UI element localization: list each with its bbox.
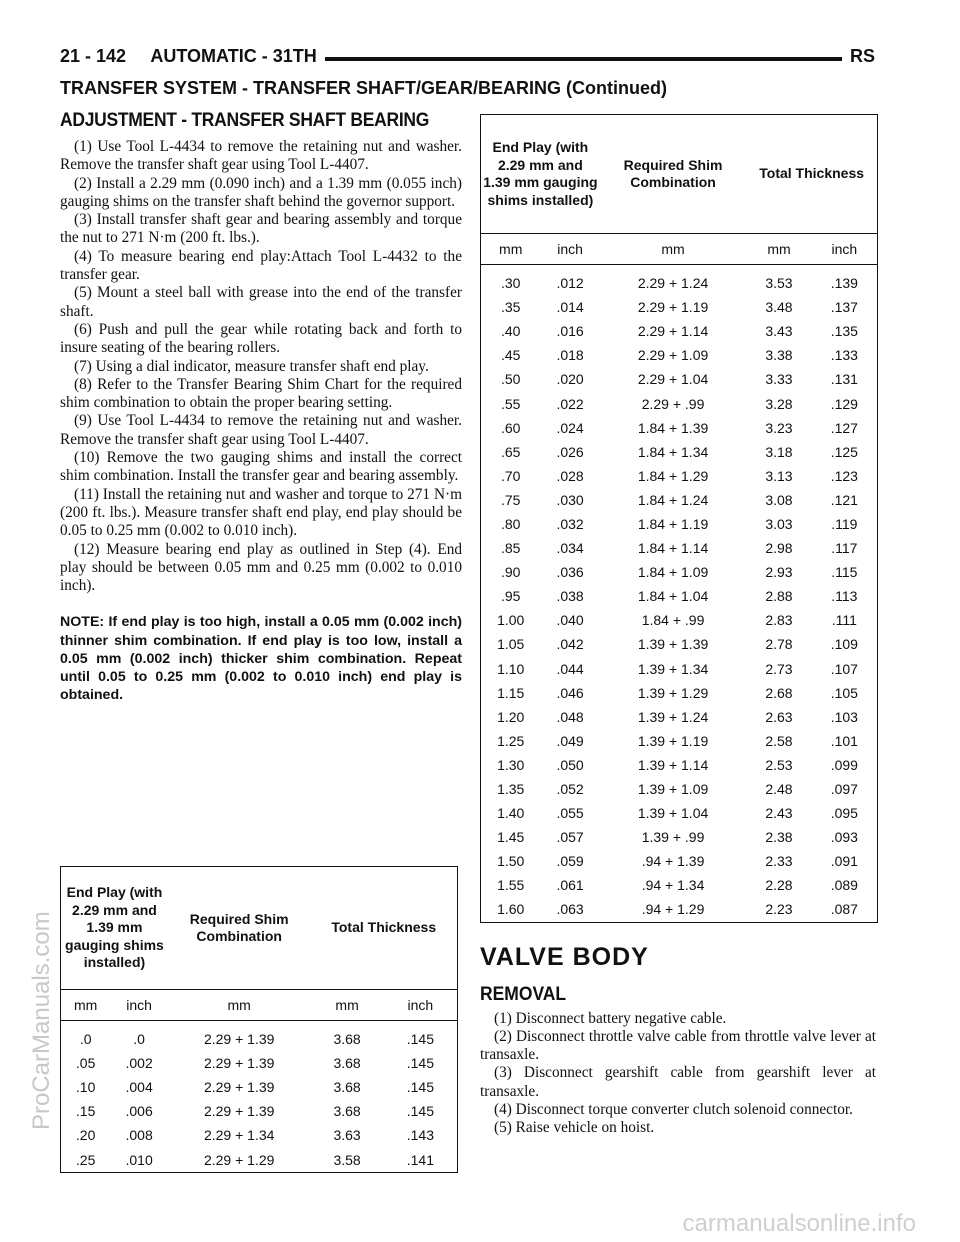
table-row xyxy=(481,657,877,681)
table-cell: 2.73 xyxy=(765,660,793,677)
table-row xyxy=(481,632,877,656)
table-cell: 2.23 xyxy=(765,901,793,918)
table-row xyxy=(61,1075,457,1099)
step: (5) Raise vehicle on hoist. xyxy=(494,1119,655,1137)
table-cell: .038 xyxy=(556,588,584,605)
table-cell: 2.29 + 1.39 xyxy=(203,1055,275,1072)
table-cell: 1.84 + 1.14 xyxy=(637,540,709,557)
step: (10) Remove the two gauging shims and install the correct shim combination. Install the transfer gear and bearing assembly. xyxy=(60,449,462,485)
table-cell: .0 xyxy=(133,1031,145,1048)
table-cell: 1.25 xyxy=(497,732,525,749)
unit-label: inch xyxy=(384,990,457,1021)
table-cell: 2.29 + 1.34 xyxy=(203,1127,275,1144)
table-cell: .115 xyxy=(831,564,858,581)
table-row xyxy=(481,512,877,536)
table-cell: .006 xyxy=(125,1103,153,1120)
table-row xyxy=(61,1021,457,1052)
table-cell: 1.05 xyxy=(497,636,525,653)
table-cell: 1.55 xyxy=(497,877,525,894)
table-cell: 1.84 + .99 xyxy=(641,612,705,629)
table-row xyxy=(481,319,877,343)
step: (2) Install a 2.29 mm (0.090 inch) and a 1.39 mm (0.055 inch) gauging shims on the transfer shaft behind the governor support. xyxy=(60,174,462,210)
removal-heading: REMOVAL xyxy=(480,983,567,1005)
table-cell: .048 xyxy=(556,708,584,725)
table-row xyxy=(481,681,877,705)
table-cell: 3.43 xyxy=(765,323,793,340)
header-end-play: End Play (with 2.29 mm and 1.39 mm gauging shims installed) xyxy=(65,884,164,971)
unit-label: mm xyxy=(600,234,747,265)
table-cell: 2.29 + 1.19 xyxy=(637,299,709,316)
table-cell: .121 xyxy=(830,491,858,508)
table-cell: .004 xyxy=(125,1079,153,1096)
table-cell: .94 + 1.39 xyxy=(641,853,705,870)
header-total-thickness: Total Thickness xyxy=(331,919,437,936)
table-cell: .65 xyxy=(500,443,521,460)
table-cell: .90 xyxy=(500,564,521,581)
table-cell: .141 xyxy=(406,1151,434,1168)
table-cell: 1.39 + 1.04 xyxy=(637,805,709,822)
table-cell: 3.68 xyxy=(333,1031,361,1048)
table-cell: 2.58 xyxy=(765,732,793,749)
table-row xyxy=(481,391,877,415)
unit-label: inch xyxy=(540,234,599,265)
table-cell: .105 xyxy=(830,684,858,701)
table-cell: 2.29 + 1.09 xyxy=(637,347,709,364)
table-cell: 3.33 xyxy=(765,371,793,388)
step: (8) Refer to the Transfer Bearing Shim Chart for the required shim combination to obtain the proper bearing setting. xyxy=(60,375,462,412)
table-cell: 1.84 + 1.19 xyxy=(637,515,709,532)
adjustment-heading: ADJUSTMENT - TRANSFER SHAFT BEARING xyxy=(60,110,430,131)
right-column xyxy=(480,114,876,1138)
table-cell: 3.13 xyxy=(765,467,793,484)
table-cell: 2.29 + .99 xyxy=(641,395,705,412)
table-cell: .25 xyxy=(75,1151,96,1168)
table-cell: .026 xyxy=(556,443,584,460)
table-cell: .020 xyxy=(556,371,584,388)
table-cell: 3.08 xyxy=(765,491,793,508)
removal-steps xyxy=(480,1010,876,1138)
table-row xyxy=(481,295,877,319)
table-row xyxy=(481,488,877,512)
table-cell: 1.84 + 1.39 xyxy=(637,419,709,436)
table-cell: .057 xyxy=(556,829,584,846)
table-cell: 3.68 xyxy=(333,1055,361,1072)
step: (7) Using a dial indicator, measure transfer shaft end play. xyxy=(74,357,429,375)
table-cell: .113 xyxy=(831,588,858,605)
table-cell: 1.39 + 1.34 xyxy=(637,660,709,677)
table-row xyxy=(481,367,877,391)
table-cell: 2.29 + 1.14 xyxy=(637,323,709,340)
unit-label: mm xyxy=(481,234,540,265)
table-cell: 2.28 xyxy=(765,877,793,894)
table-cell: 2.53 xyxy=(765,756,793,773)
unit-label: mm xyxy=(61,990,110,1021)
table-cell: .20 xyxy=(75,1127,96,1144)
table-cell: 1.39 + 1.09 xyxy=(637,781,709,798)
table-cell: 2.38 xyxy=(765,829,793,846)
table-cell: 3.53 xyxy=(765,275,793,292)
table-cell: 2.88 xyxy=(765,588,793,605)
table-cell: 2.83 xyxy=(765,612,793,629)
table-row xyxy=(481,753,877,777)
table-cell: 3.23 xyxy=(765,419,793,436)
table-cell: .044 xyxy=(556,660,584,677)
table-cell: 1.00 xyxy=(497,612,525,629)
table-row xyxy=(481,265,877,296)
table-row xyxy=(61,1099,457,1123)
header-total-thickness: Total Thickness xyxy=(759,165,865,182)
table-cell: 2.43 xyxy=(765,805,793,822)
table-cell: .0 xyxy=(79,1031,92,1048)
table-cell: 2.68 xyxy=(765,684,793,701)
table-cell: .063 xyxy=(556,901,584,918)
table-cell: 1.40 xyxy=(497,805,525,822)
table-cell: .101 xyxy=(830,732,858,749)
table-cell: .055 xyxy=(556,805,584,822)
table-cell: .45 xyxy=(500,347,521,364)
table-cell: .131 xyxy=(830,371,858,388)
table-row xyxy=(481,584,877,608)
left-column xyxy=(60,110,462,704)
adjustment-steps xyxy=(60,138,462,595)
table-cell: .40 xyxy=(500,323,521,340)
table-cell: 1.39 + 1.24 xyxy=(637,708,709,725)
step: (9) Use Tool L-4434 to remove the retaining nut and washer. Remove the transfer shaft gear using Tool L-4407. xyxy=(60,412,462,448)
step: (4) To measure bearing end play:Attach Tool L-4432 to the transfer gear. xyxy=(60,247,462,284)
table-row xyxy=(481,849,877,873)
table-cell: .119 xyxy=(831,515,858,532)
table-cell: .123 xyxy=(830,467,858,484)
table-cell: 3.68 xyxy=(333,1103,361,1120)
table-cell: .80 xyxy=(500,515,521,532)
table-cell: 1.39 + 1.29 xyxy=(637,684,709,701)
table-row xyxy=(481,897,877,921)
table-cell: .94 + 1.34 xyxy=(641,877,705,894)
table-cell: .103 xyxy=(830,708,858,725)
table-cell: .127 xyxy=(830,419,858,436)
table-cell: .061 xyxy=(556,877,584,894)
table-cell: .010 xyxy=(125,1151,153,1168)
header-code: RS xyxy=(842,46,875,67)
table-cell: .60 xyxy=(500,419,521,436)
table-cell: .129 xyxy=(830,395,858,412)
table-cell: .095 xyxy=(830,805,858,822)
table-cell: .05 xyxy=(75,1055,96,1072)
header-page-number: 21 - 142 AUTOMATIC - 31TH xyxy=(60,46,325,67)
table-cell: 2.29 + 1.39 xyxy=(203,1031,275,1048)
table-row xyxy=(481,777,877,801)
table-cell: .85 xyxy=(500,540,521,557)
valve-body-heading: VALVE BODY xyxy=(480,942,649,971)
table-row xyxy=(481,801,877,825)
table-cell: 1.50 xyxy=(497,853,525,870)
table-cell: .087 xyxy=(830,901,858,918)
table-cell: .133 xyxy=(830,347,858,364)
table-cell: 1.84 + 1.34 xyxy=(637,443,709,460)
table-cell: 3.38 xyxy=(765,347,793,364)
table-cell: .034 xyxy=(556,540,584,557)
table-cell: .089 xyxy=(830,877,858,894)
table-cell: .55 xyxy=(500,395,521,412)
table-cell: 1.39 + .99 xyxy=(641,829,705,846)
table-cell: 2.29 + 1.24 xyxy=(637,275,709,292)
table-cell: .35 xyxy=(500,299,521,316)
table-cell: .040 xyxy=(556,612,584,629)
step: (1) Disconnect battery negative cable. xyxy=(494,1009,727,1027)
table-cell: 2.98 xyxy=(765,540,793,557)
table-cell: 2.29 + 1.39 xyxy=(203,1079,275,1096)
table-cell: .15 xyxy=(75,1103,96,1120)
table-cell: .050 xyxy=(556,756,584,773)
table-cell: .70 xyxy=(500,467,521,484)
table-cell: .046 xyxy=(556,684,584,701)
table-cell: .049 xyxy=(556,732,584,749)
table-cell: 1.20 xyxy=(497,708,525,725)
section-title: TRANSFER SYSTEM - TRANSFER SHAFT/GEAR/BEARING (Continued) xyxy=(60,78,667,98)
step: (6) Push and pull the gear while rotating back and forth to insure seating of the bearing rollers. xyxy=(60,320,462,357)
table-cell: .109 xyxy=(830,636,858,653)
shim-table-right xyxy=(480,114,878,923)
step: (12) Measure bearing end play as outlined in Step (4). End play should be between 0.05 mm and 0.25 mm (0.002 to 0.010 inch). xyxy=(60,540,462,595)
table-cell: 2.29 + 1.04 xyxy=(637,371,709,388)
unit-label: mm xyxy=(746,234,811,265)
table-cell: .014 xyxy=(556,299,584,316)
table-cell: .091 xyxy=(830,853,858,870)
header-required-shim: Required Shim Combination xyxy=(623,156,723,190)
shim-table-left xyxy=(60,866,458,1173)
table-cell: 1.84 + 1.29 xyxy=(637,467,709,484)
table-cell: 2.78 xyxy=(765,636,793,653)
side-watermark: ProCarManuals.com xyxy=(28,911,55,1130)
table-cell: 1.84 + 1.09 xyxy=(637,564,709,581)
table-cell: .099 xyxy=(830,756,858,773)
table-cell: .030 xyxy=(556,491,584,508)
table-row xyxy=(481,873,877,897)
table-cell: 1.35 xyxy=(497,781,525,798)
step: (11) Install the retaining nut and washer and torque to 271 N·m (200 ft. lbs.). Measure transfer shaft end play, end play should be 0.05 to 0.25 mm (0.002 to 0.010 inch). xyxy=(60,485,462,540)
unit-label: mm xyxy=(168,990,311,1021)
table-cell: .024 xyxy=(556,419,584,436)
table-cell: .018 xyxy=(556,347,584,364)
table-cell: 1.15 xyxy=(497,684,525,701)
table-cell: 1.84 + 1.04 xyxy=(637,588,709,605)
table-cell: .145 xyxy=(406,1055,434,1072)
step: (3) Disconnect gearshift cable from gearshift lever at transaxle. xyxy=(480,1064,876,1100)
step: (3) Install transfer shaft gear and bearing assembly and torque the nut to 271 N·m (200 ft. lbs.). xyxy=(60,211,462,247)
table-cell: 3.63 xyxy=(333,1127,361,1144)
table-cell: .125 xyxy=(830,443,858,460)
table-cell: 2.29 + 1.39 xyxy=(203,1103,275,1120)
table-cell: 2.29 + 1.29 xyxy=(203,1151,275,1168)
table-row xyxy=(481,729,877,753)
table-cell: 3.68 xyxy=(333,1079,361,1096)
table-cell: .059 xyxy=(556,853,584,870)
table-cell: 3.18 xyxy=(765,443,793,460)
table-cell: .145 xyxy=(406,1031,434,1048)
footer-watermark: carmanualsonline.info xyxy=(682,1210,916,1237)
table-cell: .008 xyxy=(125,1127,153,1144)
table-cell: .10 xyxy=(75,1079,96,1096)
table-cell: .028 xyxy=(556,467,584,484)
table-cell: .012 xyxy=(556,275,584,292)
table-cell: .145 xyxy=(406,1103,434,1120)
table-cell: 2.63 xyxy=(765,708,793,725)
table-cell: .052 xyxy=(556,781,584,798)
table-cell: .032 xyxy=(556,515,584,532)
note: NOTE: If end play is too high, install a 0.05 mm (0.002 inch) thinner shim combination. If end play is too low, install a 0.05 mm (0.002 inch) thicker shim combination. Repeat until 0.05 to 0.25 mm (0.002 to 0.010 inch) end play is obtained. xyxy=(60,614,462,704)
table-cell: .097 xyxy=(830,781,858,798)
table-row xyxy=(481,536,877,560)
header-end-play: End Play (with 2.29 mm and 1.39 mm gauging shims installed) xyxy=(483,139,598,208)
table-cell: 1.60 xyxy=(497,901,525,918)
table-body xyxy=(61,1021,457,1172)
table-cell: .002 xyxy=(125,1055,153,1072)
unit-label: mm xyxy=(310,990,383,1021)
page-header xyxy=(60,46,875,72)
table-row xyxy=(481,560,877,584)
table-cell: 3.58 xyxy=(333,1151,361,1168)
table-cell: .036 xyxy=(556,564,584,581)
table-cell: .145 xyxy=(406,1079,434,1096)
table-row xyxy=(61,1051,457,1075)
step: (5) Mount a steel ball with grease into the end of the transfer shaft. xyxy=(60,284,462,320)
table-cell: 1.39 + 1.39 xyxy=(637,636,709,653)
table-cell: 2.48 xyxy=(765,781,793,798)
table-cell: .137 xyxy=(830,299,858,316)
table-cell: 1.84 + 1.24 xyxy=(637,491,709,508)
table-cell: 2.33 xyxy=(765,853,793,870)
table-cell: .117 xyxy=(831,540,858,557)
shim-table xyxy=(481,115,877,922)
table-cell: .093 xyxy=(830,829,858,846)
table-cell: .95 xyxy=(500,588,521,605)
table-cell: .022 xyxy=(556,395,584,412)
step: (2) Disconnect throttle valve cable from throttle valve lever at transaxle. xyxy=(480,1027,876,1064)
table-body xyxy=(481,265,877,922)
table-row xyxy=(61,1123,457,1147)
table-row xyxy=(481,464,877,488)
table-cell: 1.39 + 1.19 xyxy=(637,732,709,749)
table-cell: .75 xyxy=(500,491,521,508)
table-cell: 2.93 xyxy=(765,564,793,581)
table-row xyxy=(481,416,877,440)
table-cell: 3.48 xyxy=(765,299,793,316)
table-cell: 3.03 xyxy=(765,515,793,532)
shim-table xyxy=(61,867,457,1172)
table-cell: 3.28 xyxy=(765,395,793,412)
table-cell: .107 xyxy=(830,660,858,677)
table-cell: .50 xyxy=(500,371,521,388)
table-row xyxy=(481,705,877,729)
table-cell: .30 xyxy=(500,275,521,292)
step: (4) Disconnect torque converter clutch solenoid connector. xyxy=(494,1101,853,1119)
table-row xyxy=(481,440,877,464)
table-cell: .135 xyxy=(830,323,858,340)
header-required-shim: Required Shim Combination xyxy=(189,910,289,944)
table-row xyxy=(481,343,877,367)
table-cell: .016 xyxy=(556,323,584,340)
table-cell: 1.10 xyxy=(497,660,525,677)
table-row xyxy=(61,1147,457,1171)
table-cell: .143 xyxy=(406,1127,434,1144)
table-cell: 1.30 xyxy=(497,756,525,773)
table-row xyxy=(481,825,877,849)
table-cell: .111 xyxy=(831,612,857,629)
unit-label: inch xyxy=(110,990,168,1021)
table-cell: .139 xyxy=(830,275,858,292)
table-cell: .94 + 1.29 xyxy=(641,901,705,918)
unit-label: inch xyxy=(812,234,877,265)
table-cell: 1.39 + 1.14 xyxy=(637,756,709,773)
step: (1) Use Tool L-4434 to remove the retaining nut and washer. Remove the transfer shaft gear using Tool L-4407. xyxy=(60,138,462,174)
table-row xyxy=(481,608,877,632)
table-cell: 1.45 xyxy=(497,829,525,846)
table-cell: .042 xyxy=(556,636,584,653)
